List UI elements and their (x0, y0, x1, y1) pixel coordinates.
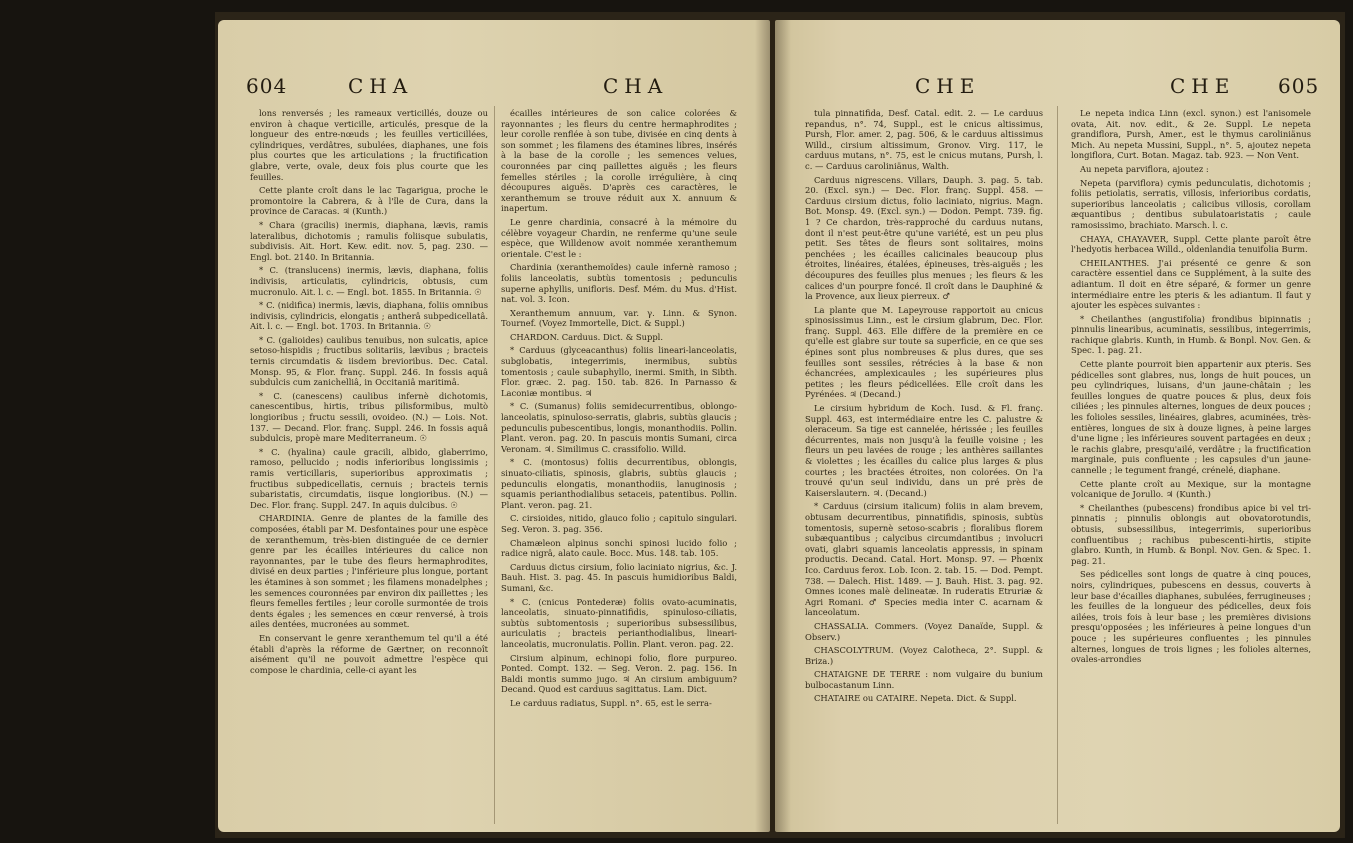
paragraph: CHASSALIA. Commers. (Voyez Danaïde, Suppl. & Observ.) (805, 620, 1043, 642)
paragraph: * Carduus (glyceacanthus) foliis lineari-lanceolatis, subglobatis, integerrimis, inermibus, subtùs tomentosis ; caule subaphyllo, inermi. Smith, in Sibth. Flor. græc. 2. pag. 150. tab. 826. In Parnasso & Laconiæ montibus. ♃ (501, 345, 737, 398)
left-running-head-2: CHA (603, 74, 669, 98)
paragraph: * Cheilanthes (angustifolia) frondibus bipinnatis ; pinnulis linearibus, acuminatis, sessilibus, integerrimis, rachique glabris. Kunth, in Humb. & Bonpl. Nov. Gen. & Spec. 1. pag. 21. (1071, 313, 1311, 356)
paragraph: lons renversés ; les rameaux verticillés, douze ou environ à chaque verticille, articulés, presque de la longueur des entre-nœuds ; les feuilles verticillées, cylindriques, verdâtres, subulées, diaphanes, une fois plus courtes que les articulations ; la fructification glabre, verte, ovale, deux fois plus courte que les feuilles. (250, 108, 488, 182)
paragraph: Carduus dictus cirsium, folio laciniato nigrius, &c. J. Bauh. Hist. 3. pag. 45. In pascuis humidioribus Baldi, Sumani, &c. (501, 561, 737, 593)
paragraph: C. cirsioides, nitido, glauco folio ; capitulo singulari. Seg. Veron. 3. pag. 356. (501, 513, 737, 534)
book-spread (215, 12, 1345, 838)
right-page-header (775, 74, 1340, 104)
paragraph: Cette plante croît dans le lac Tagarigua, proche le promontoire la Cabrera, & à l'île de Cura, dans la province de Caracas. ♃ (Kunth.) (250, 185, 488, 217)
paragraph: tula pinnatifida, Desf. Catal. edit. 2. — Le carduus repandus, n°. 74, Suppl., est le cnicus altissimus, Pursh, Flor. amer. 2, pag. 506, & le carduus altissimus Willd., cirsium altissimum, Gronov. Virg. 117, le carduus mutans, n°. 75, est le cnicus mutans, Pursh, l. c. — Carduus caroliniänus, Walth. (805, 108, 1043, 171)
paragraph: En conservant le genre xeranthemum tel qu'il a été établi d'après la réforme de Gærtner, on reconnoît aisément qu'il ne pouvoit admettre l'espèce qui compose le chardinia, celle-ci ayant les (250, 632, 488, 675)
paragraph: Le nepeta indica Linn (excl. synon.) est l'anisomele ovata, Ait. nov. edit., & 2e. Suppl. Le nepeta grandiflora, Pursh, Amer., est le thymus caroliniänus Mich. Au nepeta Mussini, Suppl., n°. 5, ajoutez nepeta longiflora, Curt. Botan. Magaz. tab. 923. — Non Vent. (1071, 108, 1311, 161)
paragraph: Au nepeta parviflora, ajoutez : (1080, 163, 1209, 174)
paragraph: * C. (Sumanus) foliis semidecurrentibus, oblongo-lanceolatis, spinuloso-serratis, glabris, subtùs glaucis ; pedunculis pubescentibus, longis, monanthodiis. Pollin. Plant. veron. pag. 20. In pascuis montis Sumani, circa Veronam. ♃. Similimus C. crassifolio. Willd. (501, 401, 737, 454)
paragraph: Cette plante croît au Mexique, sur la montagne volcanique de Jorullo. ♃ (Kunth.) (1071, 478, 1311, 500)
paragraph: * C. (translucens) inermis, lævis, diaphana, foliis indivisis, articulatis, cylindricis, obtusis, cum mucronulo. Ait. l. c. — Engl. bot. 1855. In Britannia. ☉ (250, 265, 488, 297)
paragraph: CHARDON. Carduus. Dict. & Suppl. (510, 331, 664, 342)
paragraph: CHARDINIA. Genre de plantes de la famille des composées, établi par M. Desfontaines pour une espèce de xeranthemum, très-bien distinguée de ce dernier genre par les écailles intérieures du calice non rayonnantes, par le tube des fleurs hermaphrodites, divisé en deux parties ; l'inférieure plus longue, portant les étamines à son sommet ; les filamens monadelphes ; les semences couronnées par environ dix paillettes ; les fleurs femelles fertiles ; leur corolle surmontée de trois dents égales ; les semences en cœur renversé, à trois ailes dentées, mucronées au sommet. (250, 513, 488, 630)
left-page-number: 604 (246, 74, 288, 98)
paragraph: * Chara (gracilis) inermis, diaphana, lævis, ramis lateralibus, dichotomis ; ramulis foliisque subulatis, subdivisis. Ait. Hort. Kew. edit. nov. 5, pag. 230. — Engl. bot. 2140. In Britannia. (250, 219, 488, 262)
paragraph: CHAYA, CHAYAVER, Suppl. Cette plante paroît être l'hedyotis herbacea Willd., oldenlandia tenuifolia Burm. (1071, 233, 1311, 255)
paragraph: CHATAIGNE DE TERRE : nom vulgaire du bunium bulbocastanum Linn. (805, 669, 1043, 690)
paragraph: * Carduus (cirsium italicum) foliis in alam brevem, obtusam decurrentibus, pinnatifidis, spinosis, subtùs tomentosis, supernè setoso-scabris ; floralibus florem subæquantibus ; calycibus circumdantibus ; involucri ovati, glabri squamis lanceolatis appressis, in spinam productis. Decand. Catal. Hort. Monsp. 97. — Phœnix Ico. Carduus ferox. Lob. Icon. 2. tab. 15. — Dod. Pempt. 738. — Dalech. Hist. 1489. — J. Bauh. Hist. 3. pag. 92. Omnes icones malè delineatæ. In ruderatis Etruriæ & Agri Romani. ♂ Species media inter C. acarnam & lanceolatum. (805, 501, 1043, 618)
right-column-2 (1071, 108, 1311, 828)
paragraph: La plante que M. Lapeyrouse rapportoit au cnicus spinosissimus Linn., est le cirsium glabrum, Dec. Flor. franç. Suppl. 463. Elle diffère de la première en ce qu'elle est glabre sur toute sa superficie, en ce que ses épines sont plus nombreuses & plus dures, que ses feuilles sont sessiles, rétrécies à la base & non échancrées, amplexicaules ; les supérieures plus petites ; les fleurs pédicellées. Elle croît dans les Pyrénées. ♃ (Decand.) (805, 304, 1043, 400)
paragraph: * C. (montosus) foliis decurrentibus, oblongis, sinuato-ciliatis, spinosis, glabris, subtùs glaucis ; pedunculis elongatis, monanthodiis, lanuginosis ; squamis perianthodialibus setaceis, patentibus. Pollin. Plant. veron. pag. 21. (501, 457, 737, 510)
right-running-head-2: CHE (1170, 74, 1236, 98)
paragraph: Chamæleon alpinus sonchi spinosi lucido folio ; radice nigrâ, alato caule. Bocc. Mus. 148. tab. 105. (501, 537, 737, 559)
paragraph: Nepeta (parviflora) cymis pedunculatis, dichotomis ; foliis petiolatis, serratis, villosis, inferioribus cordatis, superioribus lanceolatis ; calicibus villosis, corollam æquantibus ; dentibus subulatoaristatis ; caule ramosissimo, brachiato. Marsch. l. c. (1071, 177, 1311, 230)
paragraph: écailles intérieures de son calice colorées & rayonnantes ; les fleurs du centre hermaphrodites ; leur corolle renflée à son tube, divisée en cinq dents à son sommet ; les filamens des étamines libres, insérés à la base de la corolle ; les semences velues, couronnées par cinq paillettes aiguës ; les fleurs femelles stériles ; la corolle irrégulière, à cinq découpures aiguës. D'après ces caractères, le xeranthemum se trouve réduit aux X. annuum & inapertum. (501, 108, 737, 214)
paragraph: CHASCOLYTRUM. (Voyez Calotheca, 2°. Suppl. & Briza.) (805, 645, 1043, 666)
paragraph: * C. (cnicus Pontederæ) foliis ovato-acuminatis, lanceolatis, sinuato-pinnatifidis, spinuloso-ciliatis, subtùs subtomentosis ; superioribus subsessilibus, auriculatis ; bracteis perianthodialibus, lineari-lanceolatis, mucronulatis. Pollin. Plant. veron. pag. 22. (501, 596, 737, 649)
left-page-header (218, 74, 770, 104)
column-divider (1057, 106, 1058, 824)
paragraph: Le genre chardinia, consacré à la mémoire du célèbre voyageur Chardin, ne renferme qu'une seule espèce, que Willdenow avoit nommée xeranthemum orientale. C'est le : (501, 216, 737, 259)
paragraph: * C. (canescens) caulibus infernè dichotomis, canescentibus, hirtis, tribus pilisformibus, multò longioribus ; fructu sessili, ovoideo. (N.) — Lois. Not. 137. — Decand. Flor. franç. Suppl. 246. In fossis aquâ subdulcis, propè mare Mediterraneum. ☉ (250, 390, 488, 444)
paragraph: CHATAIRE ou CATAIRE. Nepeta. Dict. & Suppl. (814, 693, 1017, 704)
column-divider (494, 106, 495, 824)
paragraph: Cirsium alpinum, echinopi folio, flore purpureo. Ponted. Compt. 132. — Seg. Veron. 2. pag. 156. In Baldi montis summo jugo. ♃ An cirsium ambiguum? Decand. Quod est carduus sagittatus. Lam. Dict. (501, 652, 737, 695)
paragraph: * C. (nidifica) inermis, lævis, diaphana, foliis omnibus indivisis, cylindricis, elongatis ; antherâ subpedicellatâ. Ait. l. c. — Engl. bot. 1703. In Britannia. ☉ (250, 300, 488, 332)
right-page (775, 20, 1340, 832)
paragraph: Chardinia (xeranthemoïdes) caule infernè ramoso ; foliis lanceolatis, subtùs tomentosis ; pedunculis superne aphyllis, unifloris. Desf. Mém. du Mus. d'Hist. nat. vol. 3. Icon. (501, 262, 737, 305)
paragraph: Cette plante pourroit bien appartenir aux pteris. Ses pédicelles sont glabres, nus, longs de huit pouces, un peu cylindriques, luisans, d'un jaune-châtain ; les feuilles longues de quatre pouces & plus, deux fois ciliées ; les pinnules alternes, longues de deux pouces ; les folioles sessiles, linéaires, glabres, acuminées, très-entières, longues de six à douze lignes, à peine larges d'une ligne ; les inférieures souvent partagées en deux ; le rachis glabre, presqu'ailé, verdâtre ; la fructification marginale, puis confluente ; les capsules d'un jaune-cannelle ; le tegument frangé, crénelé, diaphane. (1071, 359, 1311, 475)
paragraph: * C. (galioides) caulibus tenuibus, non sulcatis, apice setoso-hispidis ; fructibus solitariis, lævibus ; bracteis ternis circumdatis & iisdem brevioribus. Dec. Catal. Monsp. 95, & Flor. franç. Suppl. 246. In fossis aquâ subdulcis cum zanichelliâ, in Occitaniâ maritimâ. (250, 334, 488, 388)
paragraph: Le cirsium hybridum de Koch. Iusd. & Fl. franç. Suppl. 463, est intermédiaire entre les C. palustre & oleraceum. Sa tige est cannelée, hérissée ; les feuilles décurrentes, mais non jusqu'à la feuille voisine ; les fleurs un peu lavées de rouge ; les anthères saillantes & violettes ; les écailles du calice plus larges & plus courtes ; les bractées étroites, non colorées. On l'a trouvé qu'un seul individu, dans un pré près de Kaiserslautern. ♃. (Decand.) (805, 403, 1043, 498)
right-page-number: 605 (1278, 74, 1320, 98)
right-running-head-1: CHE (915, 74, 981, 98)
right-column-1 (805, 108, 1043, 828)
paragraph: Xeranthemum annuum, var. γ. Linn. & Synon. Tournef. (Voyez Immortelle, Dict. & Suppl.) (501, 307, 737, 329)
paragraph: CHEILANTHES. J'ai présenté ce genre & son caractère essentiel dans ce Supplément, à la suite des adiantum. Il doit en être séparé, & former un genre intermédiaire entre les pteris & les adiantum. Il faut y ajouter les espèces suivantes : (1071, 257, 1311, 311)
left-running-head-1: CHA (348, 74, 414, 98)
paragraph: Le carduus radiatus, Suppl. n°. 65, est le serra- (510, 697, 712, 708)
left-column-2 (501, 108, 737, 828)
paragraph: * C. (hyalina) caule gracili, albido, glaberrimo, ramoso, pellucido ; nodis inferioribus longissimis ; ramis verticillaris, superioribus approximatis ; fructibus subpedicellatis, cernuis ; bracteis ternis subaristatis, circumdatis, iisque longioribus. (N.) — Dec. Flor. franç. Suppl. 247. In aquis dulcibus. ☉ (250, 446, 488, 510)
left-column-1 (250, 108, 488, 828)
paragraph: * Cheilanthes (pubescens) frondibus apice bi vel tri-pinnatis ; pinnulis oblongis aut obovatorotundis, obtusis, subsessilibus, integerrimis, superioribus confluentibus ; rachibus pubescenti-hirtis, stipite glabro. Kunth, in Humb. & Bonpl. Nov. Gen. & Spec. 1. pag. 21. (1071, 502, 1311, 566)
left-page (218, 20, 770, 832)
paragraph: Carduus nigrescens. Villars, Dauph. 3. pag. 5. tab. 20. (Excl. syn.) — Dec. Flor. franç. Suppl. 458. — Carduus cirsium dictus, folio laciniato, nigrius. Magn. Bot. Monsp. 49. (Excl. syn.) — Dodon. Pempt. 739. fig. 1 ? Ce chardon, très-rapproché du carduus nutans, dont il n'est peut-être qu'une variété, est un peu plus petit. Ses têtes de fleurs sont solitaires, moins penchées ; les écailles calicinales beaucoup plus étroites, linéaires, étalées, épineuses, très-aiguës ; les découpures des feuilles plus menues ; les fleurs & les calices d'un pourpre foncé. Il croît dans le Dauphiné & la Provence, aux lieux pierreux. ♂ (805, 174, 1043, 302)
paragraph: Ses pédicelles sont longs de quatre à cinq pouces, noirs, cylindriques, pubescens en dessus, couverts à leur base d'écailles diaphanes, subulées, ferrugineuses ; les feuilles de la longueur des pédicelles, deux fois ailées, trois fois à leur base ; les premières divisions presqu'opposées ; les inférieures à peine longues d'un pouce ; les supérieures confluentes ; les pinnules alternes, longues de trois lignes ; les folioles alternes, ovales-arrondies (1071, 569, 1311, 665)
